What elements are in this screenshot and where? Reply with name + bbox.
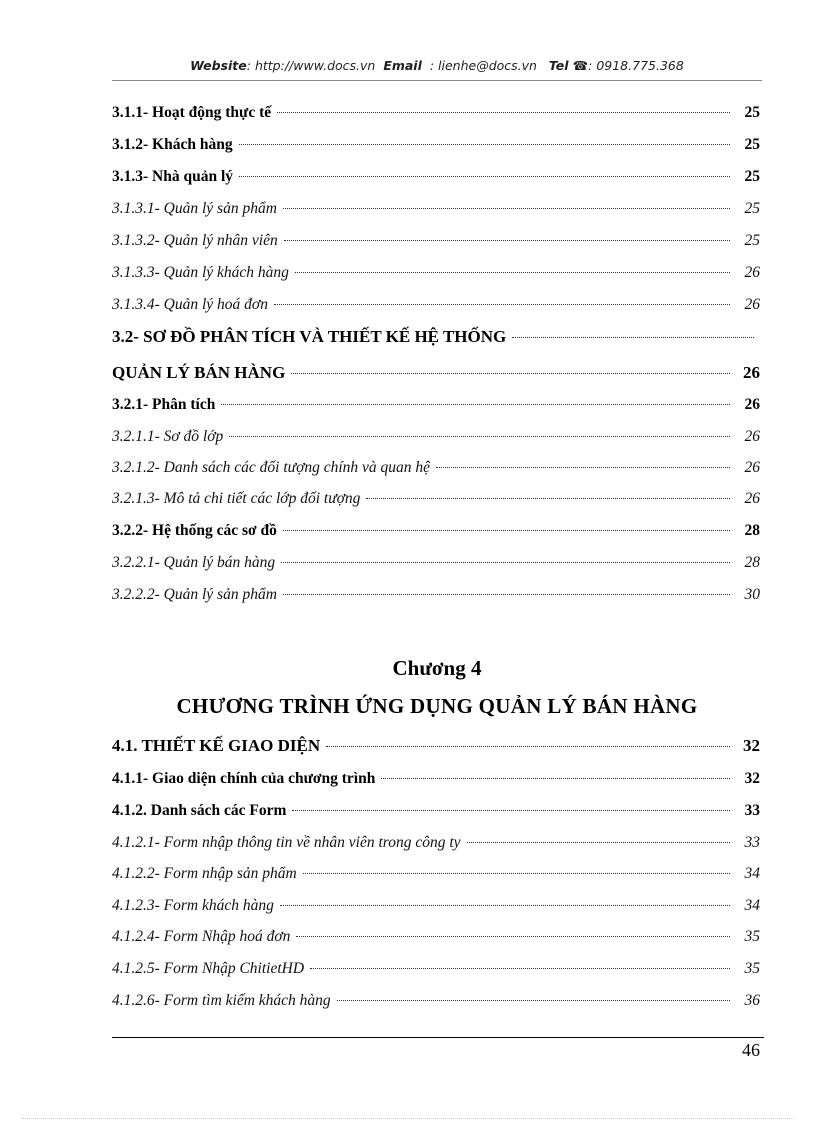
dot-leader xyxy=(274,303,730,305)
toc-page: 26 xyxy=(744,428,760,445)
dot-leader xyxy=(283,593,730,595)
dot-leader xyxy=(221,403,730,405)
dot-leader xyxy=(512,336,754,338)
toc-label: 4.1.2.5- Form Nhập ChitietHD xyxy=(112,960,305,977)
toc-label: 4.1.2.2- Form nhập sản phẩm xyxy=(112,865,297,882)
toc-label: 4.1.1- Giao diện chính của chương trình xyxy=(112,770,376,787)
toc-page: 26 xyxy=(744,490,760,507)
toc-entry xyxy=(112,396,760,420)
toc-label: 3.2.2- Hệ thống các sơ đồ xyxy=(112,522,277,539)
email-label: Email xyxy=(383,58,422,73)
toc-label: 4.1.2.6- Form tìm kiếm khách hàng xyxy=(112,992,331,1009)
toc-page: 34 xyxy=(744,865,760,882)
section-heading xyxy=(112,736,760,760)
chapter-number: Chương 4 xyxy=(392,656,482,680)
toc-page: 25 xyxy=(744,136,760,153)
dot-leader xyxy=(436,466,730,468)
toc-entry xyxy=(112,428,760,452)
toc-page: 26 xyxy=(744,459,760,476)
toc-entry xyxy=(112,897,760,921)
toc-page: 26 xyxy=(744,396,760,413)
toc-label: 3.1.1- Hoạt động thực tế xyxy=(112,104,272,121)
dot-leader xyxy=(291,372,730,374)
toc-page: 25 xyxy=(744,168,760,185)
dot-leader xyxy=(467,841,730,843)
toc-entry xyxy=(112,459,760,483)
toc-label: 3.1.3.2- Quản lý nhân viên xyxy=(112,232,278,249)
toc-label: 3.2.2.1- Quản lý bán hàng xyxy=(112,554,276,571)
dot-leader xyxy=(366,497,730,499)
dot-leader xyxy=(295,271,730,273)
header-divider xyxy=(112,80,762,81)
toc-label: 4.1.2.3- Form khách hàng xyxy=(112,897,274,914)
toc-entry xyxy=(112,834,760,858)
toc-label: 3.1.3- Nhà quản lý xyxy=(112,168,234,185)
toc-entry xyxy=(112,168,760,192)
toc-entry xyxy=(112,232,760,256)
tel-label: Tel xyxy=(548,58,569,73)
dot-leader xyxy=(381,777,730,779)
page-header xyxy=(112,58,762,73)
dot-leader xyxy=(239,143,730,145)
toc-page: 35 xyxy=(744,960,760,977)
dot-leader xyxy=(229,435,730,437)
toc-page: 33 xyxy=(744,834,760,851)
toc-label: 4.1. THIẾT KẾ GIAO DIỆN xyxy=(112,736,321,755)
toc-label: 3.2.1.3- Mô tả chi tiết các lớp đối tượng xyxy=(112,490,361,507)
toc-entry xyxy=(112,264,760,288)
section-heading-line2 xyxy=(112,363,760,387)
toc-page: 35 xyxy=(744,928,760,945)
toc-page: 25 xyxy=(744,104,760,121)
toc-entry xyxy=(112,865,760,889)
toc-page: 26 xyxy=(744,264,760,281)
toc-label: 3.1.2- Khách hàng xyxy=(112,136,233,153)
toc-label: 3.2.2.2- Quản lý sản phẩm xyxy=(112,586,277,603)
phone-icon: ☎ xyxy=(572,58,589,73)
email-value: : lienhe@docs.vn xyxy=(429,58,537,73)
toc-page: 26 xyxy=(744,296,760,313)
chapter-title: CHƯƠNG TRÌNH ỨNG DỤNG QUẢN LÝ BÁN HÀNG xyxy=(176,694,698,718)
toc-page: 26 xyxy=(743,363,760,382)
toc-page: 36 xyxy=(744,992,760,1009)
toc-entry xyxy=(112,992,760,1016)
page-number: 46 xyxy=(742,1040,760,1060)
toc-entry xyxy=(112,136,760,160)
dot-leader xyxy=(310,967,730,969)
toc-entry xyxy=(112,770,760,794)
dot-leader xyxy=(326,745,730,747)
toc-label: 4.1.2. Danh sách các Form xyxy=(112,802,287,819)
toc-entry xyxy=(112,522,760,546)
dot-leader xyxy=(280,904,730,906)
dot-leader xyxy=(337,999,730,1001)
toc-label: QUẢN LÝ BÁN HÀNG xyxy=(112,363,286,382)
toc-page: 25 xyxy=(744,232,760,249)
toc-page: 34 xyxy=(744,897,760,914)
toc-entry xyxy=(112,928,760,952)
website-value: : http://www.docs.vn xyxy=(246,58,376,73)
toc-page: 32 xyxy=(744,770,760,787)
toc-page: 33 xyxy=(744,802,760,819)
dot-leader xyxy=(283,529,730,531)
toc-label: 3.2.1.2- Danh sách các đối tượng chính và quan hệ xyxy=(112,459,431,476)
dot-leader xyxy=(296,935,730,937)
dot-leader xyxy=(239,175,730,177)
toc-label: 4.1.2.1- Form nhập thông tin về nhân viên trong công ty xyxy=(112,834,461,851)
toc-page: 28 xyxy=(744,554,760,571)
toc-entry xyxy=(112,554,760,578)
toc-entry xyxy=(112,200,760,224)
dot-leader xyxy=(281,561,730,563)
toc-entry xyxy=(112,296,760,320)
toc-entry xyxy=(112,802,760,826)
dot-leader xyxy=(303,872,730,874)
toc-label: 3.2.1- Phân tích xyxy=(112,396,216,413)
toc-entry xyxy=(112,104,760,128)
toc-label: 3.1.3.1- Quản lý sản phẩm xyxy=(112,200,277,217)
section-heading-line1 xyxy=(112,327,760,351)
website-label: Website xyxy=(190,58,247,73)
tel-value: : 0918.775.368 xyxy=(588,58,684,73)
dot-leader xyxy=(292,809,730,811)
toc-label: 3.2.1.1- Sơ đồ lớp xyxy=(112,428,224,445)
toc-label: 3.1.3.3- Quản lý khách hàng xyxy=(112,264,289,281)
toc-page: 32 xyxy=(743,736,760,755)
dot-leader xyxy=(277,111,730,113)
toc-label: 4.1.2.4- Form Nhập hoá đơn xyxy=(112,928,291,945)
toc-page: 30 xyxy=(744,586,760,603)
toc-label: 3.2- SƠ ĐỒ PHÂN TÍCH VÀ THIẾT KẾ HỆ THỐNG xyxy=(112,327,507,346)
toc-page: 25 xyxy=(744,200,760,217)
toc-page: 28 xyxy=(744,522,760,539)
dot-leader xyxy=(284,239,730,241)
toc-entry xyxy=(112,586,760,610)
page-edge-dots xyxy=(22,1118,794,1119)
toc-entry xyxy=(112,960,760,984)
dot-leader xyxy=(283,207,730,209)
toc-entry xyxy=(112,490,760,514)
toc-label: 3.1.3.4- Quản lý hoá đơn xyxy=(112,296,268,313)
footer-divider xyxy=(112,1037,764,1038)
